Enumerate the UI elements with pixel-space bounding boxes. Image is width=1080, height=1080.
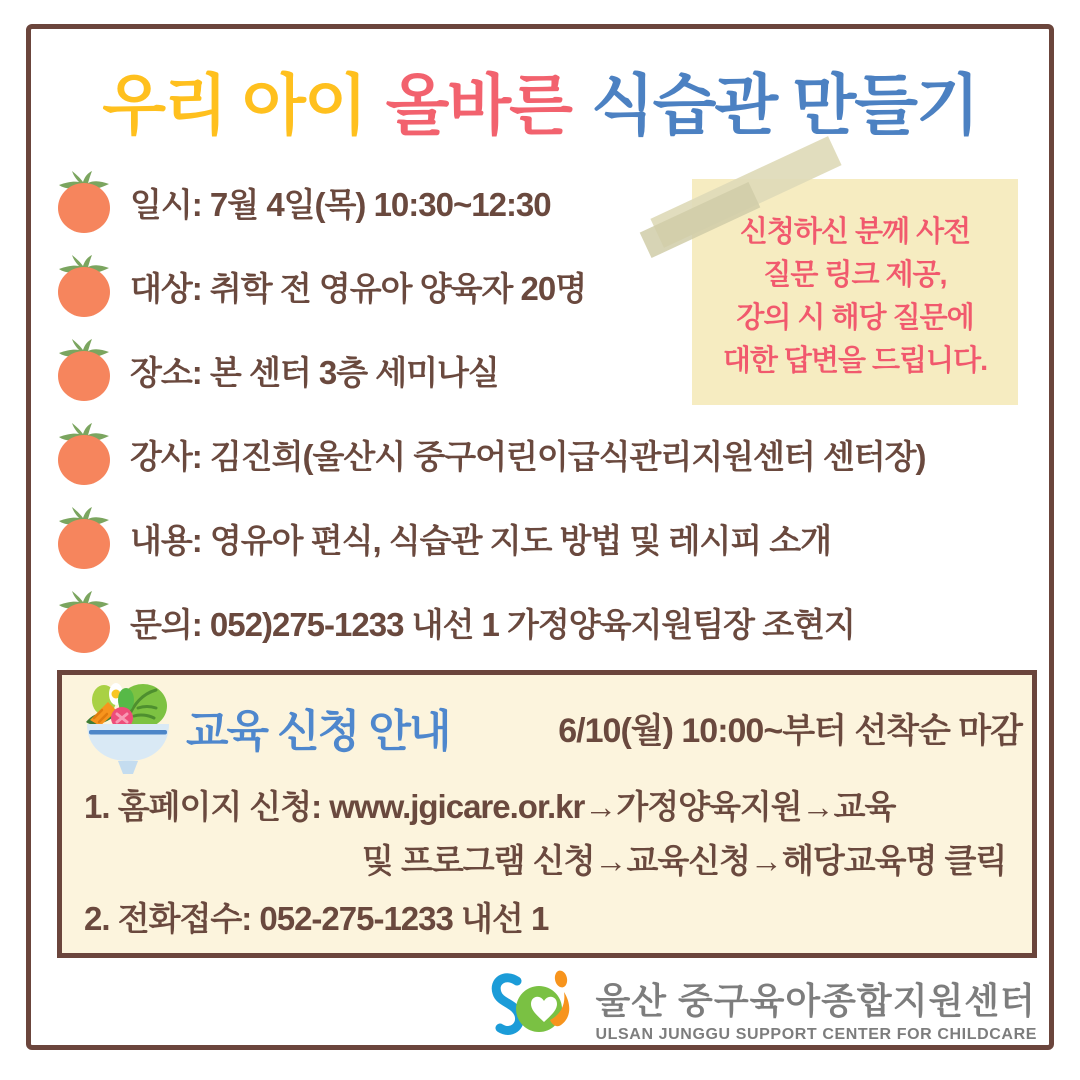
event-info-label: 문의: 052)275-1233 내선 1 가정양육지원팀장 조현지 [130, 605, 855, 643]
event-info-label: 일시: 7월 4일(목) 10:30~12:30 [130, 185, 551, 223]
tomato-icon [56, 255, 112, 317]
event-info-item-contact [56, 580, 1046, 664]
note-line: 질문 링크 제공, [763, 259, 947, 291]
tomato-icon [56, 591, 112, 653]
org-name [595, 973, 1037, 1044]
signup-title: 교육 신청 안내 [186, 707, 450, 756]
signup-deadline: 6/10(월) 10:00~부터 선착순 마감 [558, 711, 1022, 750]
note-line: 신청하신 분께 사전 [739, 216, 971, 248]
signup-step-1: 1. 홈페이지 신청: www.jgicare.or.kr→가정양육지원→교육 [84, 788, 896, 825]
signup-box [57, 670, 1037, 958]
tomato-icon [56, 339, 112, 401]
tomato-icon [56, 171, 112, 233]
salad-bowl-icon [76, 678, 180, 776]
event-info-label: 내용: 영유아 편식, 식습관 지도 방법 및 레시피 소개 [130, 521, 832, 559]
event-info-label: 장소: 본 센터 3층 세미나실 [130, 353, 499, 391]
event-info-label: 대상: 취학 전 영유아 양육자 20명 [130, 269, 587, 307]
event-info-label: 강사: 김진희(울산시 중구어린이급식관리지원센터 센터장) [130, 437, 926, 475]
org-name-ko: 울산 중구육아종합지원센터 [595, 979, 1036, 1021]
note-line: 대한 답변을 드립니다. [722, 345, 988, 377]
note-line: 강의 시 해당 질문에 [736, 302, 974, 334]
footer [0, 962, 1037, 1054]
tomato-icon [56, 507, 112, 569]
signup-step-2: 2. 전화접수: 052-275-1233 내선 1 [84, 900, 549, 937]
poster-title [0, 52, 1080, 147]
event-info-item-content [56, 496, 1046, 580]
signup-header [76, 677, 1026, 777]
org-name-en: ULSAN JUNGGU SUPPORT CENTER FOR CHILDCARE [595, 1025, 1037, 1043]
signup-step-1-continued: 및 프로그램 신청→교육신청→해당교육명 클릭 [362, 842, 1007, 879]
org-logo [487, 965, 583, 1051]
event-info-item-lecturer [56, 412, 1046, 496]
title-part-1: 우리 아이 [102, 68, 366, 142]
title-part-2: 올바른 [385, 68, 571, 142]
tomato-icon [56, 423, 112, 485]
title-part-3: 식습관 만들기 [590, 68, 978, 142]
